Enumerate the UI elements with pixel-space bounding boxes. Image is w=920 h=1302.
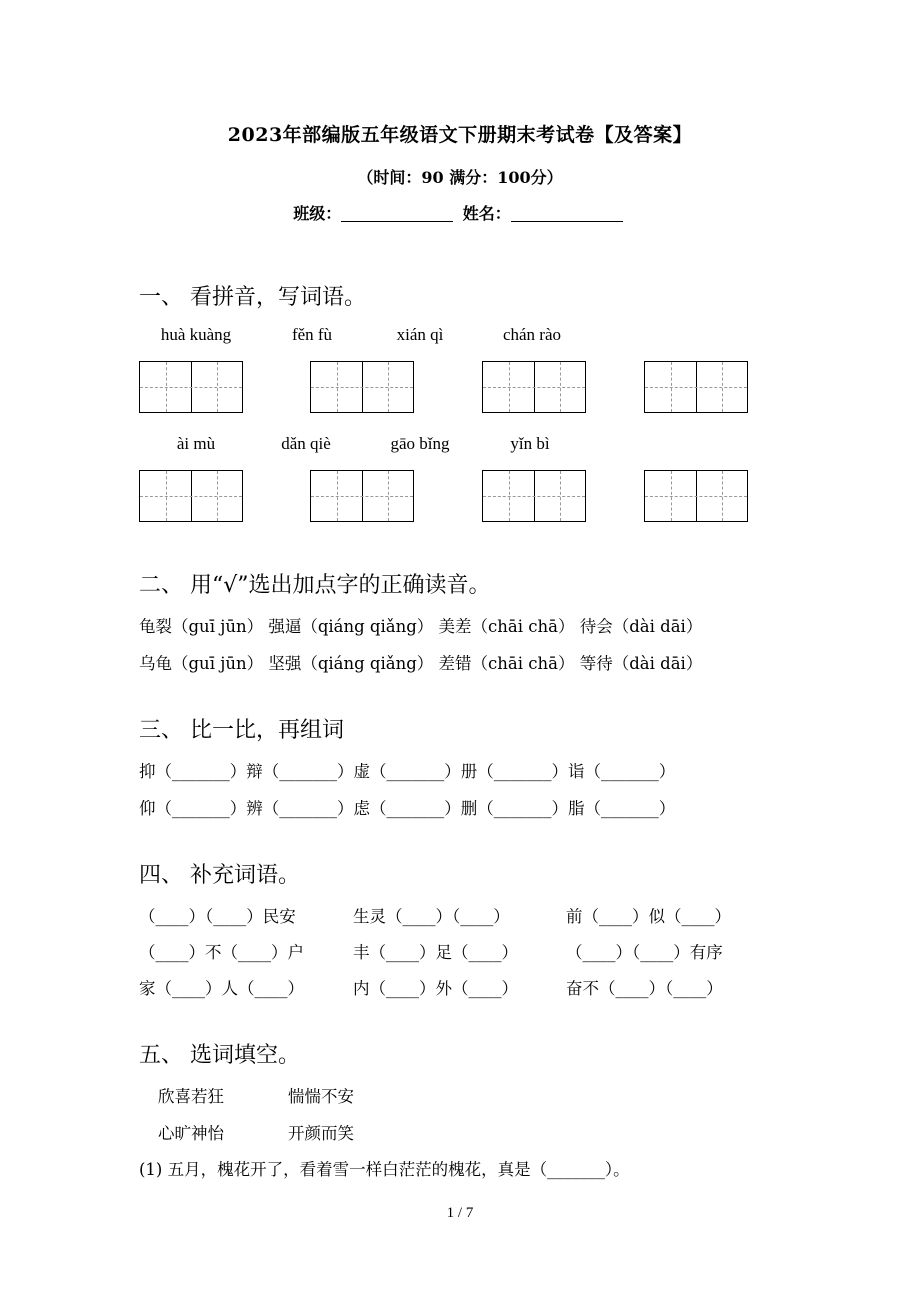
pinyin-label: fěn fù xyxy=(291,325,333,344)
writing-grid[interactable] xyxy=(310,361,414,413)
writing-grid[interactable] xyxy=(482,361,586,413)
idiom-blank: （____）不（____）户 xyxy=(139,943,304,962)
idiom-blank: 前（____）似（____） xyxy=(566,907,731,926)
pinyin-label: yǐn bì xyxy=(510,434,550,453)
word-option: 心旷神怡 xyxy=(158,1124,224,1143)
idiom-blank: 内（____）外（____） xyxy=(353,979,518,998)
word-option: 欣喜若狂 xyxy=(158,1087,224,1106)
section2-heading: 二、 用“√”选出加点字的正确读音。 xyxy=(139,573,491,598)
writing-grid[interactable] xyxy=(644,361,748,413)
section4-heading: 四、 补充词语。 xyxy=(139,863,300,888)
idiom-blank: 家（____）人（____） xyxy=(139,979,304,998)
idiom-blank: 丰（____）足（____） xyxy=(353,943,518,962)
writing-grid[interactable] xyxy=(482,470,586,522)
exam-subtitle: （时间：90 满分：100分） xyxy=(357,168,563,187)
idiom-blank: （____）（____）民安 xyxy=(139,907,296,926)
idiom-blank: 奋不（____）（____） xyxy=(566,979,723,998)
pinyin-label: gāo bǐng xyxy=(390,434,450,453)
reading-line: 乌龟（guī jūn） 坚强（qiáng qiǎng） 差错（chāi chā） 等待（dài dāi） xyxy=(139,654,703,673)
name-label: 姓名： xyxy=(462,204,511,223)
compare-line: 抑（_______）辩（_______）虚（_______）册（_______）诣（_______） xyxy=(139,762,676,781)
name-blank[interactable] xyxy=(511,205,623,222)
pinyin-label: huà kuàng xyxy=(160,325,232,344)
compare-line: 仰（_______）辨（_______）虑（_______）删（_______）脂（_______） xyxy=(139,799,676,818)
writing-grid[interactable] xyxy=(139,470,243,522)
word-option: 惴惴不安 xyxy=(288,1087,354,1106)
class-name-line xyxy=(0,201,920,224)
pinyin-label: chán rào xyxy=(502,325,562,344)
pinyin-label: ài mù xyxy=(176,434,216,453)
pinyin-label: dǎn qiè xyxy=(281,434,331,453)
section5-heading: 五、 选词填空。 xyxy=(139,1043,300,1068)
word-option: 开颜而笑 xyxy=(288,1124,354,1143)
section1-heading: 一、 看拼音，写词语。 xyxy=(139,285,366,310)
page-number: 1 / 7 xyxy=(446,1205,474,1221)
fill-question: (1) 五月，槐花开了，看着雪一样白茫茫的槐花，真是（_______）。 xyxy=(139,1160,630,1179)
writing-grid[interactable] xyxy=(644,470,748,522)
writing-grid[interactable] xyxy=(139,361,243,413)
class-label: 班级： xyxy=(293,204,342,223)
pinyin-label: xián qì xyxy=(396,325,444,344)
class-blank[interactable] xyxy=(341,205,453,222)
idiom-blank: 生灵（____）（____） xyxy=(353,907,510,926)
section3-heading: 三、 比一比，再组词 xyxy=(139,718,344,743)
exam-title: 2023年部编版五年级语文下册期末考试卷【及答案】 xyxy=(227,124,693,146)
idiom-blank: （____）（____）有序 xyxy=(566,943,723,962)
writing-grid[interactable] xyxy=(310,470,414,522)
reading-line: 龟裂（guī jūn） 强逼（qiáng qiǎng） 美差（chāi chā） 待会（dài dāi） xyxy=(139,617,703,636)
